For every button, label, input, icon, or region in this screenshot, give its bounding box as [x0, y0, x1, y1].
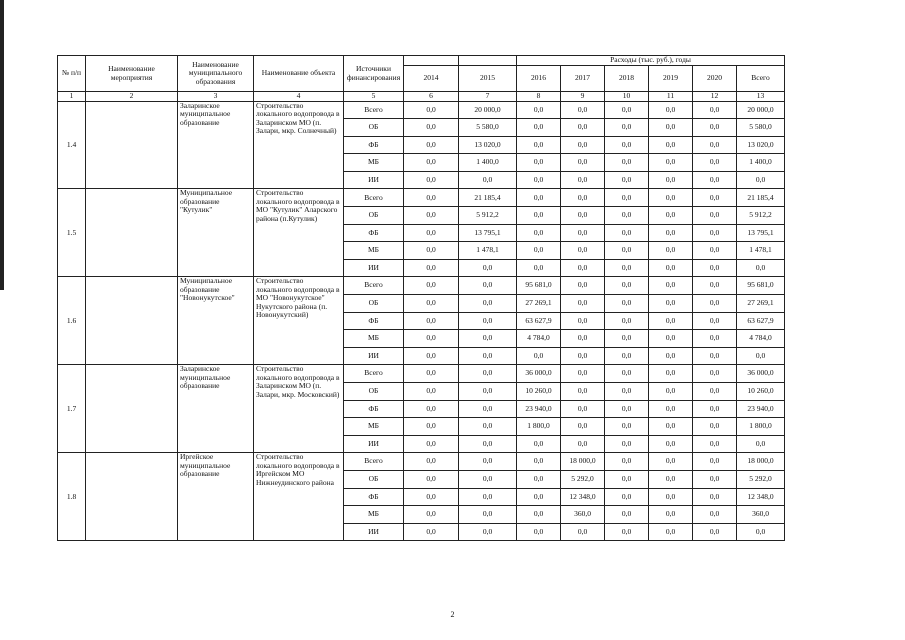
total-value: 18 000,0	[737, 453, 785, 471]
year-value: 0,0	[605, 470, 649, 488]
header-blank-cell	[404, 56, 459, 66]
header-municipality: Наименование муниципального образования	[178, 56, 254, 92]
year-value: 0,0	[693, 277, 737, 295]
year-value: 0,0	[459, 171, 517, 189]
funding-source: ФБ	[344, 488, 404, 506]
year-value: 0,0	[693, 295, 737, 313]
year-value: 23 940,0	[517, 400, 561, 418]
column-index-cell: 3	[178, 92, 254, 102]
year-value: 0,0	[605, 347, 649, 365]
year-value: 12 348,0	[561, 488, 605, 506]
year-value: 0,0	[459, 418, 517, 436]
column-index-cell: 8	[517, 92, 561, 102]
year-value: 0,0	[693, 312, 737, 330]
year-value: 0,0	[517, 189, 561, 207]
year-value: 0,0	[693, 224, 737, 242]
total-value: 21 185,4	[737, 189, 785, 207]
year-value: 0,0	[459, 523, 517, 541]
year-value: 0,0	[459, 277, 517, 295]
year-value: 0,0	[649, 488, 693, 506]
table-row	[58, 365, 785, 383]
table-row	[58, 453, 785, 471]
year-value: 0,0	[605, 259, 649, 277]
column-index-cell: 1	[58, 92, 86, 102]
year-value: 0,0	[404, 365, 459, 383]
year-value: 0,0	[649, 418, 693, 436]
funding-source: МБ	[344, 154, 404, 172]
object-name: Строительство локального водопровода в Иргейском МО Нижнеудинского района	[254, 453, 344, 541]
year-value: 0,0	[693, 154, 737, 172]
year-value: 0,0	[404, 488, 459, 506]
year-value: 0,0	[517, 488, 561, 506]
year-value: 0,0	[561, 119, 605, 137]
table-header	[58, 56, 785, 102]
item-number: 1.5	[58, 189, 86, 277]
year-value: 0,0	[459, 383, 517, 401]
total-value: 36 000,0	[737, 365, 785, 383]
funding-source: МБ	[344, 418, 404, 436]
year-value: 0,0	[517, 523, 561, 541]
year-value: 0,0	[459, 400, 517, 418]
header-year: 2017	[561, 66, 605, 92]
year-value: 0,0	[404, 259, 459, 277]
event-name-cell	[86, 453, 178, 541]
year-value: 0,0	[561, 101, 605, 119]
year-value: 5 580,0	[459, 119, 517, 137]
year-value: 0,0	[605, 330, 649, 348]
total-value: 4 784,0	[737, 330, 785, 348]
year-value: 0,0	[605, 242, 649, 260]
year-value: 0,0	[561, 295, 605, 313]
funding-source: ОБ	[344, 295, 404, 313]
header-num: № п/п	[58, 56, 86, 92]
year-value: 0,0	[404, 330, 459, 348]
year-value: 0,0	[649, 101, 693, 119]
year-value: 0,0	[561, 154, 605, 172]
year-value: 0,0	[605, 224, 649, 242]
item-number: 1.6	[58, 277, 86, 365]
year-value: 21 185,4	[459, 189, 517, 207]
year-value: 0,0	[693, 506, 737, 524]
year-value: 0,0	[459, 330, 517, 348]
year-value: 0,0	[649, 207, 693, 225]
year-value: 0,0	[404, 277, 459, 295]
total-value: 20 000,0	[737, 101, 785, 119]
year-value: 0,0	[404, 242, 459, 260]
year-value: 0,0	[561, 312, 605, 330]
funding-source: МБ	[344, 330, 404, 348]
year-value: 0,0	[605, 312, 649, 330]
year-value: 0,0	[517, 242, 561, 260]
total-value: 63 627,9	[737, 312, 785, 330]
year-value: 0,0	[605, 488, 649, 506]
year-value: 0,0	[649, 312, 693, 330]
total-value: 5 912,2	[737, 207, 785, 225]
total-value: 12 348,0	[737, 488, 785, 506]
year-value: 0,0	[561, 435, 605, 453]
year-value: 0,0	[605, 383, 649, 401]
year-value: 13 795,1	[459, 224, 517, 242]
year-value: 0,0	[649, 470, 693, 488]
year-value: 0,0	[404, 453, 459, 471]
header-year: 2016	[517, 66, 561, 92]
funding-source: ИИ	[344, 523, 404, 541]
year-value: 0,0	[605, 453, 649, 471]
year-value: 0,0	[404, 506, 459, 524]
funding-source: ОБ	[344, 383, 404, 401]
table-row	[58, 277, 785, 295]
column-index-cell: 11	[649, 92, 693, 102]
funding-source: ОБ	[344, 207, 404, 225]
year-value: 0,0	[649, 295, 693, 313]
year-value: 0,0	[605, 277, 649, 295]
year-value: 4 784,0	[517, 330, 561, 348]
year-value: 0,0	[605, 435, 649, 453]
object-name: Строительство локального водопровода в МО "Новонукутское" Нукутского района (п. Новонукутский)	[254, 277, 344, 365]
header-year: 2015	[459, 66, 517, 92]
year-value: 0,0	[605, 119, 649, 137]
column-index-row	[58, 92, 785, 102]
funding-source: МБ	[344, 506, 404, 524]
funding-source: Всего	[344, 453, 404, 471]
header-year: 2020	[693, 66, 737, 92]
municipality-name: Заларинское муниципальное образование	[178, 365, 254, 453]
total-value: 13 795,1	[737, 224, 785, 242]
header-year: 2019	[649, 66, 693, 92]
total-value: 0,0	[737, 435, 785, 453]
total-value: 0,0	[737, 259, 785, 277]
table-body	[58, 101, 785, 541]
column-index-cell: 2	[86, 92, 178, 102]
event-name-cell	[86, 365, 178, 453]
year-value: 0,0	[693, 347, 737, 365]
year-value: 0,0	[561, 383, 605, 401]
year-value: 0,0	[404, 154, 459, 172]
year-value: 0,0	[693, 119, 737, 137]
header-year: 2014	[404, 66, 459, 92]
total-value: 1 800,0	[737, 418, 785, 436]
total-value: 1 478,1	[737, 242, 785, 260]
municipality-name: Муниципальное образование "Новонукутское"	[178, 277, 254, 365]
expenses-table	[57, 55, 785, 541]
year-value: 0,0	[649, 506, 693, 524]
year-value: 0,0	[561, 224, 605, 242]
year-value: 95 681,0	[517, 277, 561, 295]
funding-source: Всего	[344, 189, 404, 207]
year-value: 0,0	[459, 295, 517, 313]
year-value: 0,0	[459, 453, 517, 471]
year-value: 27 269,1	[517, 295, 561, 313]
item-number: 1.4	[58, 101, 86, 189]
column-index-cell: 5	[344, 92, 404, 102]
total-value: 23 940,0	[737, 400, 785, 418]
year-value: 0,0	[561, 171, 605, 189]
object-name: Строительство локального водопровода в Заларинском МО (п. Залари, мкр. Солнечный)	[254, 101, 344, 189]
event-name-cell	[86, 277, 178, 365]
year-value: 0,0	[517, 119, 561, 137]
year-value: 0,0	[561, 400, 605, 418]
year-value: 0,0	[605, 523, 649, 541]
year-value: 0,0	[649, 154, 693, 172]
total-value: 0,0	[737, 523, 785, 541]
object-name: Строительство локального водопровода в МО "Кутулик" Аларского района (п.Кутулик)	[254, 189, 344, 277]
total-value: 0,0	[737, 347, 785, 365]
year-value: 0,0	[517, 453, 561, 471]
year-value: 0,0	[649, 171, 693, 189]
year-value: 0,0	[517, 259, 561, 277]
year-value: 0,0	[649, 277, 693, 295]
year-value: 0,0	[459, 312, 517, 330]
year-value: 0,0	[404, 470, 459, 488]
year-value: 0,0	[693, 453, 737, 471]
year-value: 0,0	[605, 189, 649, 207]
year-value: 0,0	[404, 383, 459, 401]
year-value: 0,0	[693, 488, 737, 506]
year-value: 0,0	[404, 189, 459, 207]
funding-source: Всего	[344, 365, 404, 383]
year-value: 0,0	[561, 418, 605, 436]
column-index-cell: 7	[459, 92, 517, 102]
year-value: 0,0	[404, 347, 459, 365]
year-value: 0,0	[404, 418, 459, 436]
year-value: 10 260,0	[517, 383, 561, 401]
table-row	[58, 101, 785, 119]
year-value: 0,0	[649, 189, 693, 207]
year-value: 0,0	[693, 383, 737, 401]
column-index-cell: 4	[254, 92, 344, 102]
year-value: 0,0	[517, 171, 561, 189]
year-value: 0,0	[693, 189, 737, 207]
funding-source: ФБ	[344, 400, 404, 418]
year-value: 0,0	[404, 171, 459, 189]
total-value: 95 681,0	[737, 277, 785, 295]
year-value: 0,0	[404, 435, 459, 453]
scan-edge-bar	[0, 0, 4, 290]
year-value: 0,0	[649, 523, 693, 541]
year-value: 0,0	[517, 347, 561, 365]
year-value: 0,0	[561, 189, 605, 207]
year-value: 0,0	[561, 259, 605, 277]
year-value: 0,0	[693, 400, 737, 418]
item-number: 1.7	[58, 365, 86, 453]
year-value: 0,0	[605, 136, 649, 154]
column-index-cell: 9	[561, 92, 605, 102]
year-value: 63 627,9	[517, 312, 561, 330]
year-value: 0,0	[605, 154, 649, 172]
object-name: Строительство локального водопровода в Заларинском МО (п. Залари, мкр. Московский)	[254, 365, 344, 453]
year-value: 0,0	[561, 523, 605, 541]
year-value: 0,0	[404, 523, 459, 541]
year-value: 0,0	[693, 171, 737, 189]
year-value: 0,0	[649, 400, 693, 418]
year-value: 0,0	[693, 365, 737, 383]
page-number: 2	[450, 610, 455, 619]
year-value: 0,0	[605, 365, 649, 383]
column-index-cell: 13	[737, 92, 785, 102]
year-value: 0,0	[693, 259, 737, 277]
year-value: 0,0	[649, 242, 693, 260]
year-value: 20 000,0	[459, 101, 517, 119]
year-value: 0,0	[649, 224, 693, 242]
year-value: 0,0	[605, 400, 649, 418]
year-value: 0,0	[459, 347, 517, 365]
header-blank-cell	[459, 56, 517, 66]
year-value: 1 800,0	[517, 418, 561, 436]
funding-source: ИИ	[344, 347, 404, 365]
year-value: 0,0	[605, 101, 649, 119]
year-value: 0,0	[459, 488, 517, 506]
header-event: Наименование мероприятия	[86, 56, 178, 92]
funding-source: ОБ	[344, 470, 404, 488]
funding-source: ИИ	[344, 259, 404, 277]
year-value: 0,0	[649, 119, 693, 137]
year-value: 18 000,0	[561, 453, 605, 471]
year-value: 0,0	[561, 347, 605, 365]
year-value: 0,0	[404, 101, 459, 119]
total-value: 27 269,1	[737, 295, 785, 313]
total-value: 360,0	[737, 506, 785, 524]
year-value: 0,0	[517, 207, 561, 225]
year-value: 0,0	[649, 383, 693, 401]
header-expenses-group: Расходы (тыс. руб.), годы	[517, 56, 785, 66]
year-value: 360,0	[561, 506, 605, 524]
total-value: 5 580,0	[737, 119, 785, 137]
event-name-cell	[86, 101, 178, 189]
total-value: 0,0	[737, 171, 785, 189]
municipality-name: Муниципальное образование "Кутулик"	[178, 189, 254, 277]
year-value: 0,0	[693, 207, 737, 225]
year-value: 0,0	[404, 312, 459, 330]
year-value: 0,0	[649, 259, 693, 277]
header-sources: Источники финансирования	[344, 56, 404, 92]
year-value: 0,0	[649, 330, 693, 348]
year-value: 0,0	[649, 365, 693, 383]
year-value: 0,0	[693, 330, 737, 348]
column-index-cell: 12	[693, 92, 737, 102]
year-value: 0,0	[404, 400, 459, 418]
total-value: 1 400,0	[737, 154, 785, 172]
funding-source: Всего	[344, 101, 404, 119]
year-value: 0,0	[693, 242, 737, 260]
year-value: 0,0	[517, 224, 561, 242]
year-value: 0,0	[649, 435, 693, 453]
municipality-name: Заларинское муниципальное образование	[178, 101, 254, 189]
total-value: 13 020,0	[737, 136, 785, 154]
column-index-cell: 10	[605, 92, 649, 102]
year-value: 0,0	[693, 101, 737, 119]
funding-source: ОБ	[344, 119, 404, 137]
year-value: 0,0	[517, 470, 561, 488]
column-index-cell: 6	[404, 92, 459, 102]
year-value: 0,0	[459, 435, 517, 453]
year-value: 0,0	[404, 207, 459, 225]
funding-source: ФБ	[344, 224, 404, 242]
year-value: 0,0	[605, 506, 649, 524]
year-value: 0,0	[693, 136, 737, 154]
funding-source: ФБ	[344, 136, 404, 154]
year-value: 0,0	[404, 224, 459, 242]
year-value: 0,0	[517, 136, 561, 154]
year-value: 0,0	[459, 470, 517, 488]
year-value: 0,0	[693, 523, 737, 541]
municipality-name: Иргейское муниципальное образование	[178, 453, 254, 541]
year-value: 0,0	[517, 435, 561, 453]
funding-source: ИИ	[344, 171, 404, 189]
table-row	[58, 189, 785, 207]
header-total: Всего	[737, 66, 785, 92]
year-value: 0,0	[693, 470, 737, 488]
year-value: 0,0	[693, 418, 737, 436]
year-value: 0,0	[605, 171, 649, 189]
year-value: 0,0	[605, 418, 649, 436]
year-value: 5 912,2	[459, 207, 517, 225]
year-value: 0,0	[649, 453, 693, 471]
year-value: 0,0	[605, 295, 649, 313]
total-value: 5 292,0	[737, 470, 785, 488]
funding-source: ФБ	[344, 312, 404, 330]
year-value: 0,0	[693, 435, 737, 453]
year-value: 1 478,1	[459, 242, 517, 260]
year-value: 0,0	[649, 347, 693, 365]
funding-source: МБ	[344, 242, 404, 260]
funding-source: ИИ	[344, 435, 404, 453]
year-value: 0,0	[459, 365, 517, 383]
year-value: 0,0	[517, 154, 561, 172]
year-value: 0,0	[605, 207, 649, 225]
year-value: 0,0	[459, 506, 517, 524]
year-value: 0,0	[404, 136, 459, 154]
year-value: 13 020,0	[459, 136, 517, 154]
event-name-cell	[86, 189, 178, 277]
year-value: 0,0	[561, 277, 605, 295]
year-value: 0,0	[649, 136, 693, 154]
year-value: 0,0	[404, 119, 459, 137]
year-value: 5 292,0	[561, 470, 605, 488]
year-value: 0,0	[459, 259, 517, 277]
year-value: 0,0	[517, 101, 561, 119]
year-value: 1 400,0	[459, 154, 517, 172]
year-value: 0,0	[404, 295, 459, 313]
year-value: 0,0	[561, 207, 605, 225]
year-value: 0,0	[561, 136, 605, 154]
year-value: 36 000,0	[517, 365, 561, 383]
header-year: 2018	[605, 66, 649, 92]
year-value: 0,0	[517, 506, 561, 524]
total-value: 10 260,0	[737, 383, 785, 401]
funding-source: Всего	[344, 277, 404, 295]
year-value: 0,0	[561, 365, 605, 383]
header-object: Наименование объекта	[254, 56, 344, 92]
year-value: 0,0	[561, 242, 605, 260]
year-value: 0,0	[561, 330, 605, 348]
item-number: 1.8	[58, 453, 86, 541]
